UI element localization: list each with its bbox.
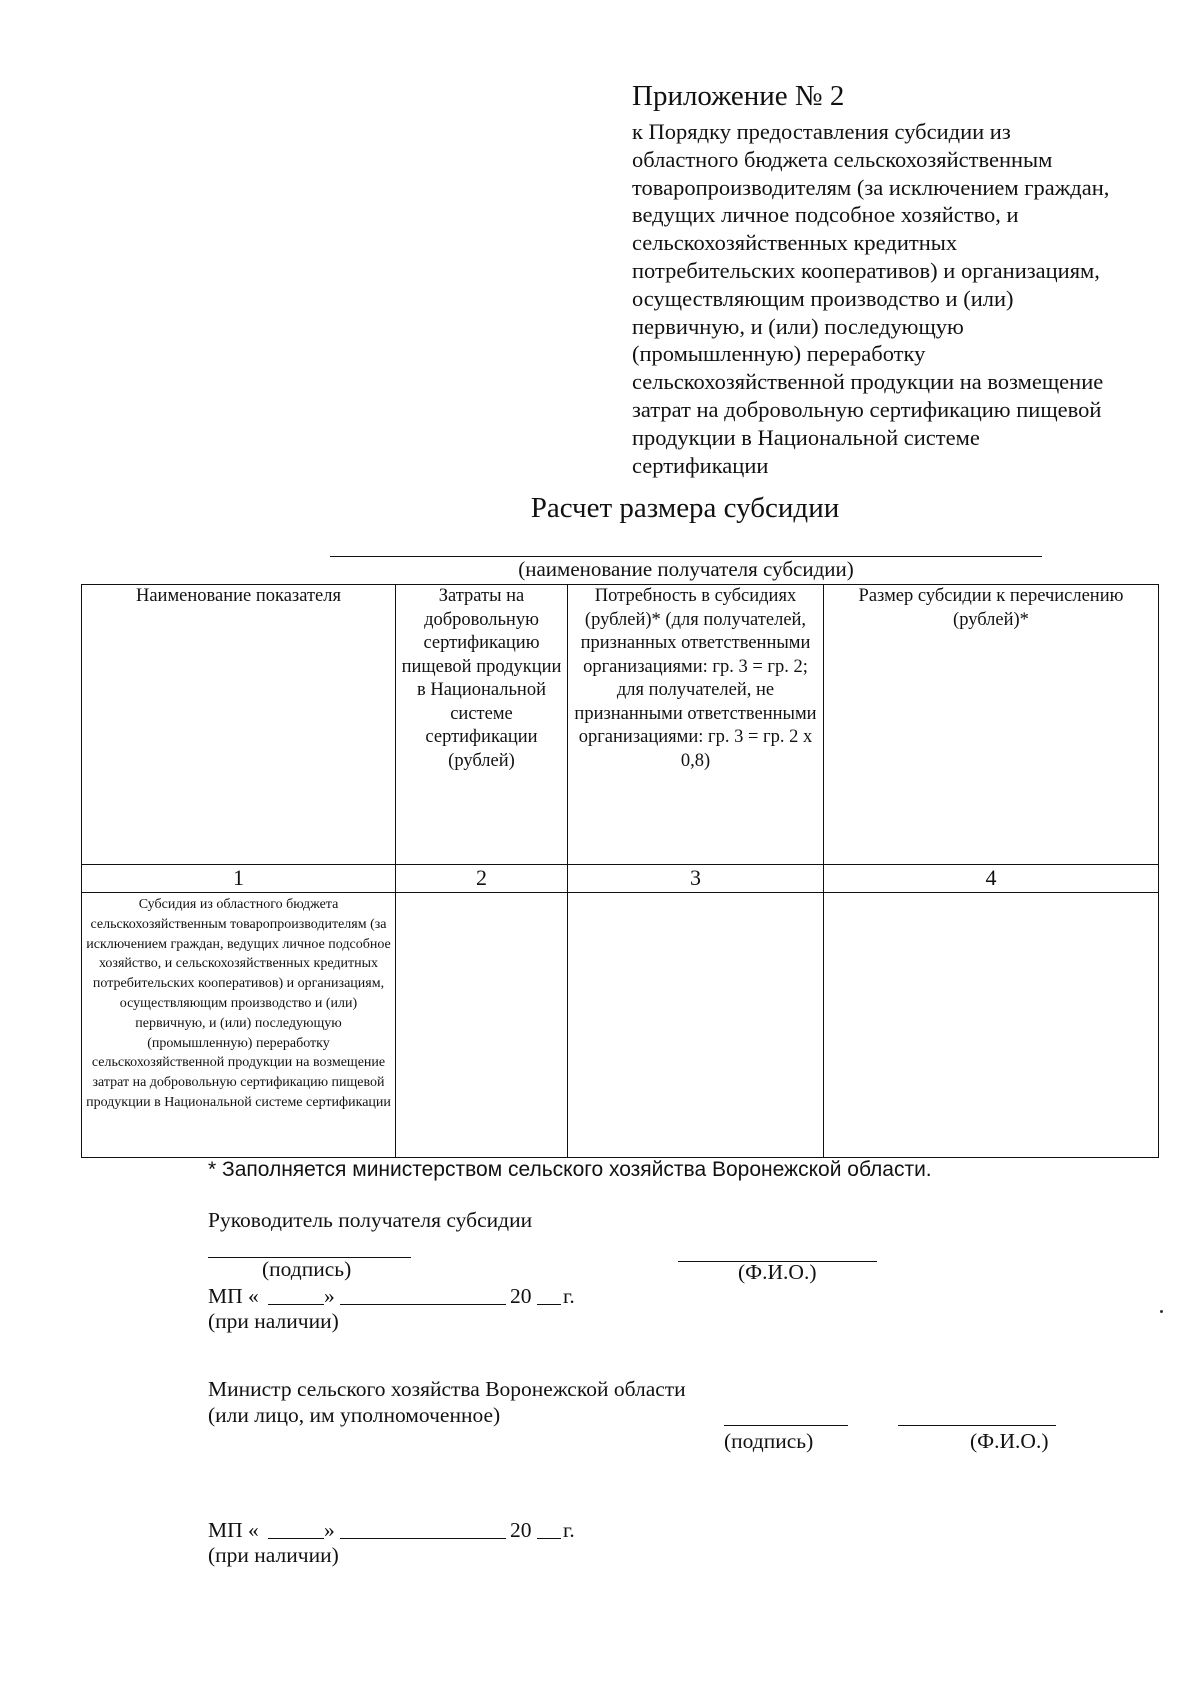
subsidy-need-cell[interactable] bbox=[568, 893, 824, 1158]
header-indicator-name: Наименование показателя bbox=[82, 585, 396, 865]
appendix-line: потребительских кооперативов) и организациям, bbox=[632, 257, 1100, 283]
minister-signature-field[interactable] bbox=[724, 1425, 848, 1426]
minister-year-suffix: г. bbox=[563, 1518, 575, 1542]
appendix-line: ведущих личное подсобное хозяйство, и bbox=[632, 202, 1019, 228]
column-number: 1 bbox=[82, 865, 396, 893]
column-number-row bbox=[82, 865, 1159, 893]
recipient-signature-caption: (подпись) bbox=[262, 1257, 352, 1281]
column-number: 2 bbox=[396, 865, 568, 893]
table-header-row bbox=[82, 585, 1159, 865]
minister-name-field[interactable] bbox=[898, 1425, 1056, 1426]
column-number: 4 bbox=[824, 865, 1159, 893]
scan-speck bbox=[1160, 1310, 1163, 1313]
recipient-stamp-quote-close: » bbox=[324, 1284, 335, 1308]
appendix-line: осуществляющим производство и (или) bbox=[632, 285, 1014, 311]
recipient-year-suffix: г. bbox=[563, 1284, 575, 1308]
appendix-line: продукции в Национальной системе bbox=[632, 424, 980, 450]
recipient-fio-caption: (Ф.И.О.) bbox=[738, 1260, 817, 1284]
subsidy-amount-cell[interactable] bbox=[824, 893, 1159, 1158]
appendix-line: (промышленную) переработку bbox=[632, 341, 926, 367]
appendix-line: к Порядку предоставления субсидии из bbox=[632, 119, 1011, 144]
minister-stamp-note: (при наличии) bbox=[208, 1543, 339, 1567]
header-subsidy-need: Потребность в субсидиях (рублей)* (для получателей, признанных ответственными организациями: гр. 3 = гр. 2; для получателей, не признанными ответственными организациями: гр. 3 = гр. 2 х 0,8) bbox=[568, 585, 824, 865]
certification-costs-cell[interactable] bbox=[396, 893, 568, 1158]
appendix-line: областного бюджета сельскохозяйственным bbox=[632, 146, 1053, 172]
header-certification-costs: Затраты на добровольную сертификацию пищевой продукции в Национальной системе сертификации (рублей) bbox=[396, 585, 568, 865]
appendix-line: сертификации bbox=[632, 452, 769, 478]
minister-signature-caption: (подпись) bbox=[724, 1429, 814, 1453]
row-indicator-name: Субсидия из областного бюджета сельскохозяйственным товаропроизводителям (за исключением граждан, ведущих личное подсобное хозяйство, и сельскохозяйственных кредитных потребительских кооперативов) и организациям, осуществляющим производство и (или) первичную, и (или) последующую (промышленную) переработку сельскохозяйственной продукции на возмещение затрат на добровольную сертификацию пищевой продукции в Национальной системе сертификации bbox=[82, 893, 396, 1158]
appendix-title: Приложение № 2 bbox=[632, 80, 845, 112]
appendix-line: сельскохозяйственной продукции на возмещение bbox=[632, 369, 1104, 395]
column-number: 3 bbox=[568, 865, 824, 893]
recipient-stamp-day-field[interactable] bbox=[268, 1304, 324, 1305]
header-subsidy-amount: Размер субсидии к перечислению (рублей)* bbox=[824, 585, 1159, 865]
appendix-description bbox=[632, 118, 1109, 479]
minister-stamp-prefix: МП « bbox=[208, 1518, 259, 1542]
minister-stamp-quote-close: » bbox=[324, 1518, 335, 1542]
appendix-line: товаропроизводителям (за исключением граждан, bbox=[632, 174, 1110, 200]
recipient-year-prefix: 20 bbox=[510, 1284, 532, 1308]
minister-stamp-month-field[interactable] bbox=[340, 1538, 506, 1539]
minister-signature-subheading: (или лицо, им уполномоченное) bbox=[208, 1403, 501, 1427]
recipient-stamp-prefix: МП « bbox=[208, 1284, 259, 1308]
minister-year-field[interactable] bbox=[537, 1538, 561, 1539]
minister-year-prefix: 20 bbox=[510, 1518, 532, 1542]
table-row bbox=[82, 893, 1159, 1158]
appendix-line: затрат на добровольную сертификацию пищевой bbox=[632, 396, 1102, 422]
minister-signature-heading: Министр сельского хозяйства Воронежской области bbox=[208, 1377, 686, 1401]
recipient-year-field[interactable] bbox=[537, 1304, 561, 1305]
minister-stamp-day-field[interactable] bbox=[268, 1538, 324, 1539]
recipient-stamp-month-field[interactable] bbox=[340, 1304, 506, 1305]
document-title: Расчет размера субсидии bbox=[530, 492, 840, 524]
footnote: * Заполняется министерством сельского хозяйства Воронежской области. bbox=[208, 1158, 932, 1181]
recipient-stamp-note: (при наличии) bbox=[208, 1309, 339, 1333]
recipient-name-caption: (наименование получателя субсидии) bbox=[518, 557, 854, 581]
appendix-line: сельскохозяйственных кредитных bbox=[632, 230, 958, 256]
minister-fio-caption: (Ф.И.О.) bbox=[970, 1429, 1049, 1453]
subsidy-calculation-table bbox=[81, 584, 1159, 1158]
appendix-line: первичную, и (или) последующую bbox=[632, 313, 964, 339]
recipient-signature-heading: Руководитель получателя субсидии bbox=[208, 1208, 533, 1232]
